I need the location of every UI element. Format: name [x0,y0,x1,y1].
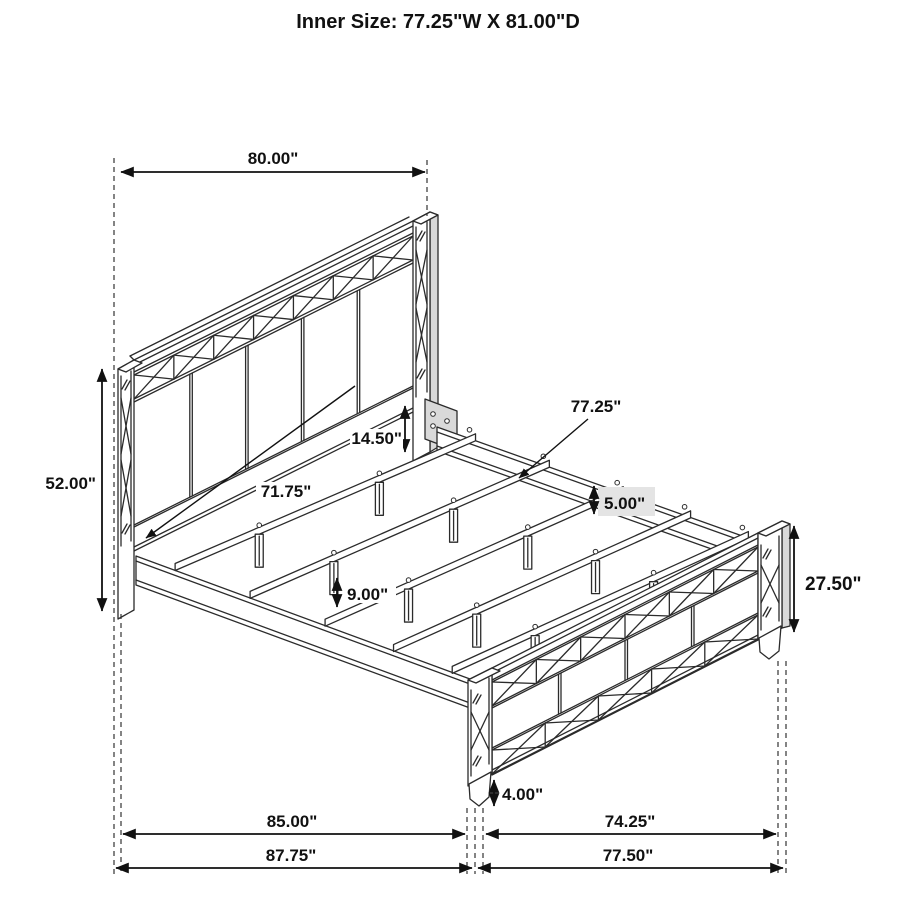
dimension-label: 52.00" [45,474,96,493]
dimension-label: 74.25" [604,812,656,831]
dimension-label: 27.50" [805,574,862,595]
footboard [468,521,790,806]
dim-footboard-height [794,526,862,632]
leader-line [146,386,355,538]
dimension-label: 77.50" [602,846,654,865]
dimension-label: 9.00" [347,585,389,604]
dimension-label: 14.50" [351,429,402,448]
dim-footboard-width [478,846,783,868]
dim-headboard-height [45,369,102,611]
dim-rail-length-inner [123,812,465,834]
diagram-title: Inner Size: 77.25"W X 81.00"D [296,11,580,33]
dim-rail-height [594,486,655,516]
dimension-label: 5.00" [604,494,646,513]
dim-foot-height [494,780,550,806]
dimension-label: 4.00" [502,785,544,804]
dim-headboard-width [121,149,425,172]
dimension-label: 80.00" [247,149,299,168]
dim-footboard-inner-width [486,812,776,834]
headboard [118,212,438,619]
dimension-label: 77.25" [570,397,622,416]
dim-overall-length [116,846,472,868]
dim-headboard-inner-width [146,386,355,538]
dimension-label: 87.75" [265,846,317,865]
dimension-label: 85.00" [266,812,318,831]
dim-leg-height [337,578,396,607]
dimension-label: 71.75" [260,482,312,501]
